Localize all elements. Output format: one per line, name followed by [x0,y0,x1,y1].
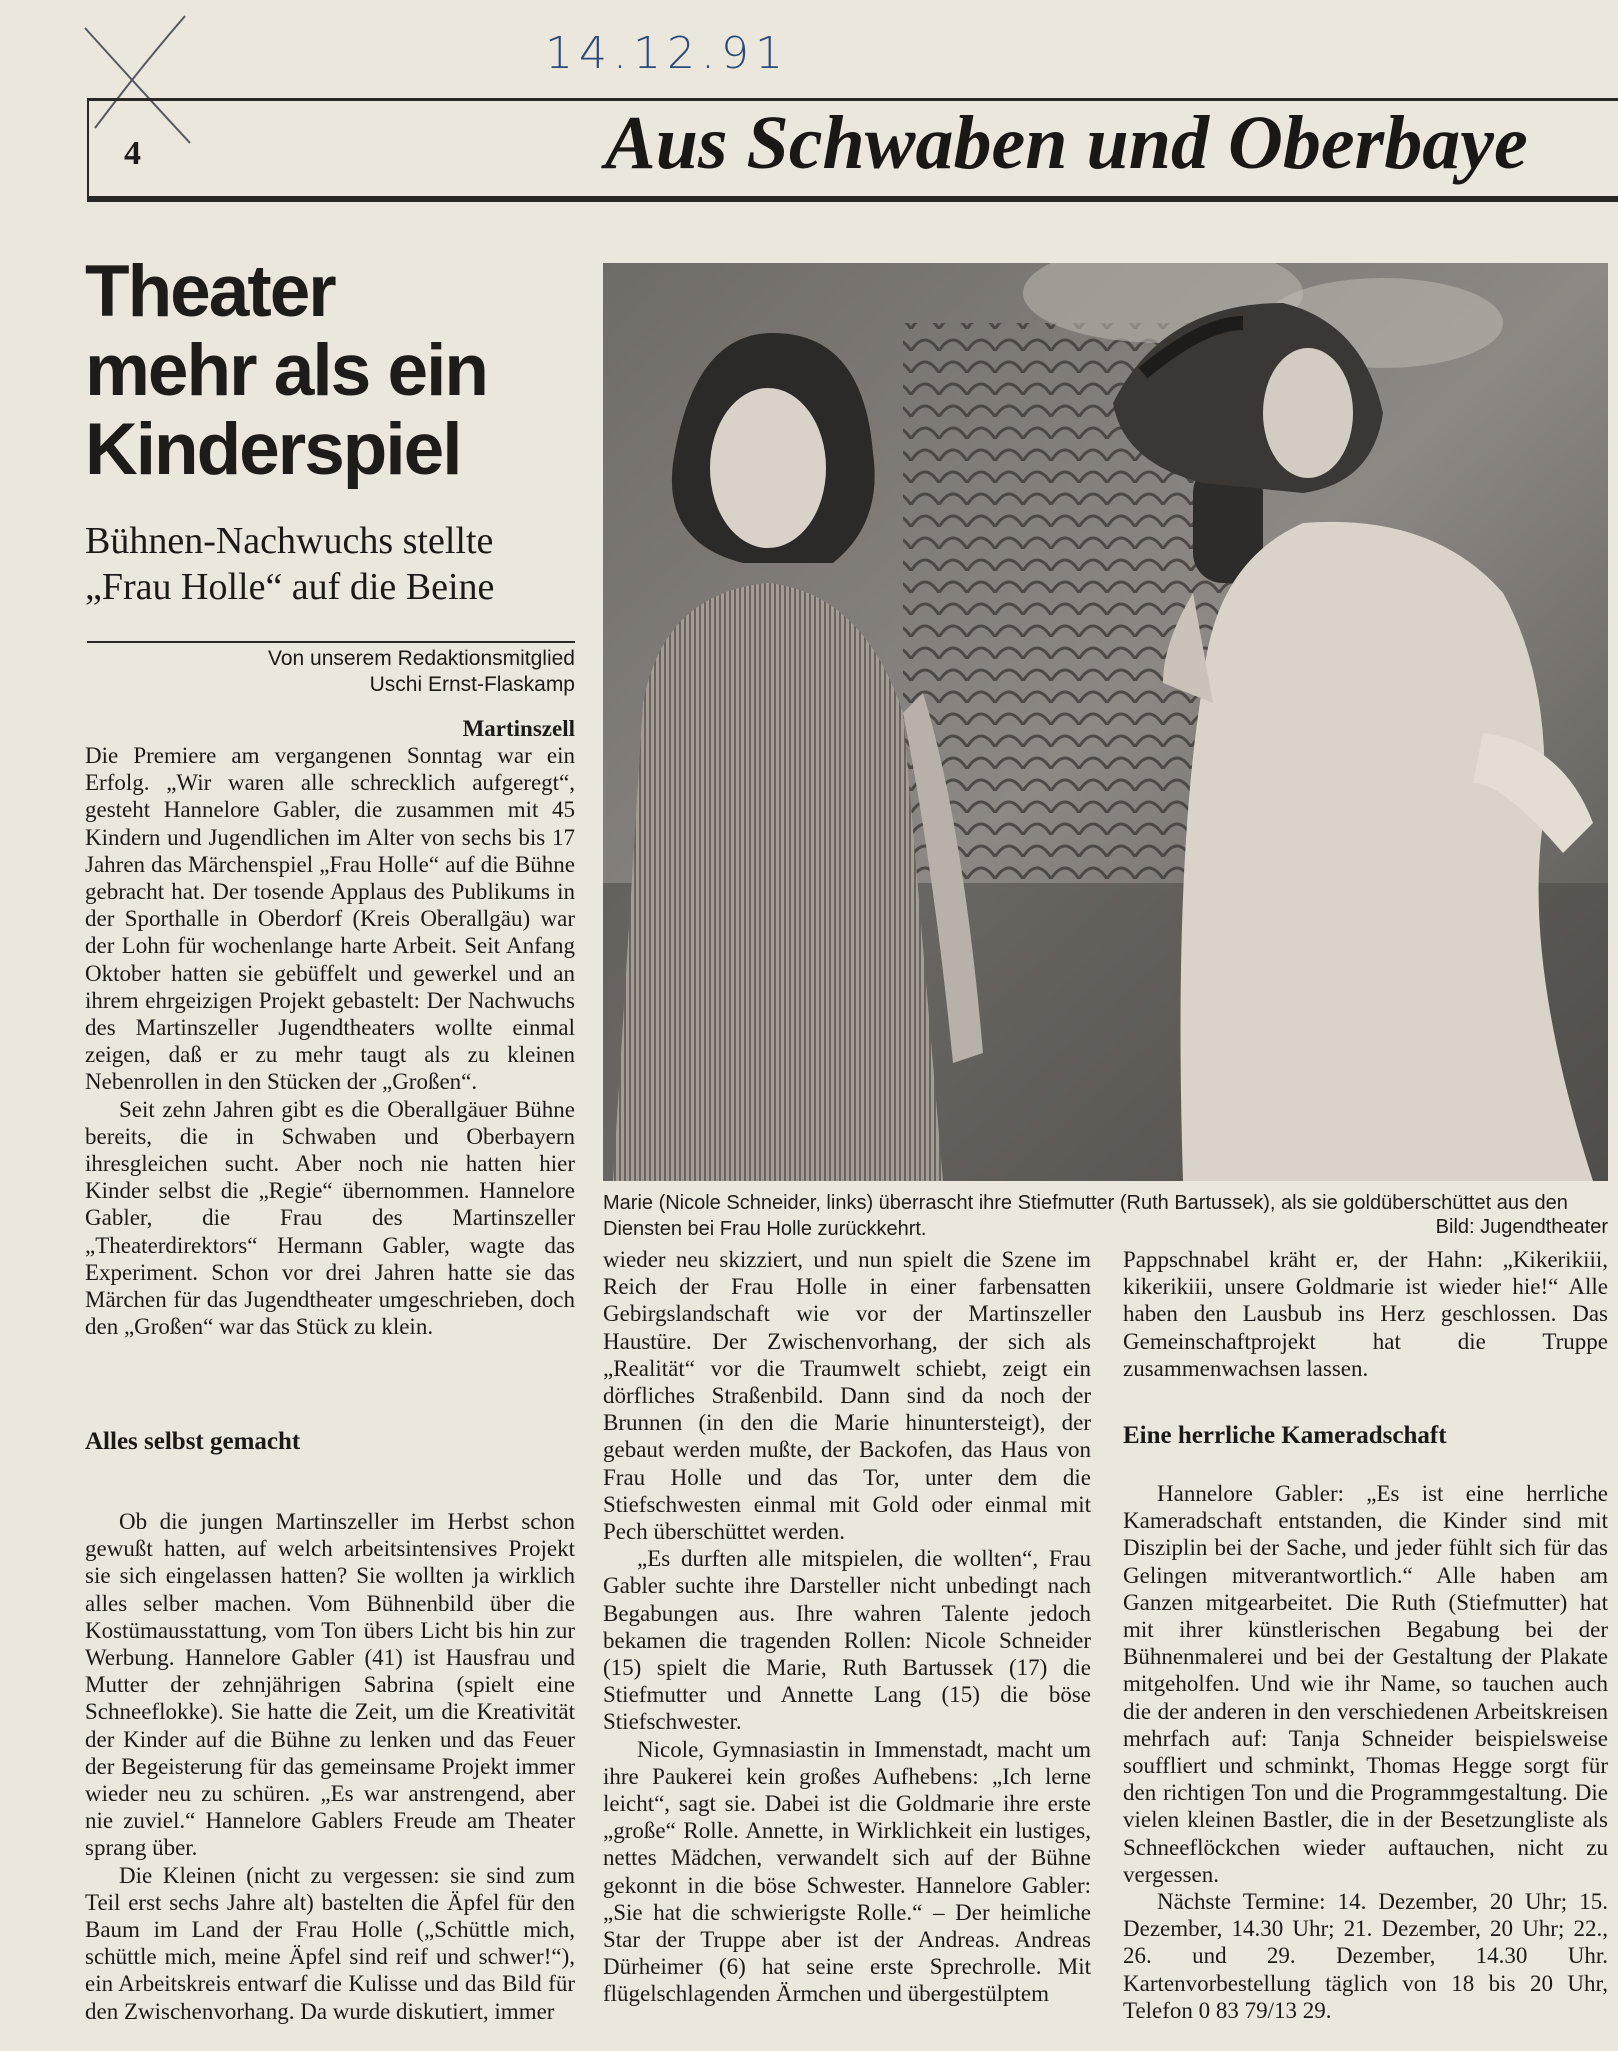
photo-credit: Bild: Jugendtheater [1435,1216,1608,1238]
subheadline [85,518,605,610]
subhead-eine-herrliche-kameradschaft: Eine herrliche Kameradschaft [1123,1422,1447,1449]
subheadline-line: „Frau Holle“ auf die Beine [85,566,495,608]
byline-line: Uschi Ernst-Flaskamp [369,673,575,696]
page-number: 4 [124,135,141,172]
article-column-1-top [85,742,575,1340]
paragraph: Ob die jungen Martinszeller im Herbst schon gewußt hatten, auf welch arbeitsintensives Projekt sie sich eingelassen hatten? Sie wollten ja wirklich alles selber machen. Vom Bühnenbild über die Kostümausstattung, vom Ton übers Licht bis hin zur Werbung. Hannelore Gabler (41) ist Hausfrau und Mutter der zehnjährigen Sabrina (spielt eine Schneeflokke). Sie hatte die Zeit, um die Kreativität der Kinder auf die Bühne zu lenken und das Feuer der Begeisterung für das gemeinsame Projekt immer wieder neu zu schüren. „Es war anstrengend, aber nie zuviel.“ Hannelore Gablers Freude am Theater sprang über. [85,1509,575,1861]
headline-line: Theater [85,251,335,332]
headline-line: Kinderspiel [85,409,461,490]
pencil-x-mark [70,8,210,148]
subhead-alles-selbst-gemacht: Alles selbst gemacht [85,1428,301,1455]
paragraph: Nicole, Gymnasiastin in Immenstadt, macht um ihre Paukerei kein großes Aufhebens: „Ich lerne leicht“, sagt sie. Dabei ist die Goldmarie ihre erste „große“ Rolle. Annette, in Wirklichkeit ein lustiges, nettes Mädchen, verwandelt sich auf der Bühne gekonnt in die böse Schwester. Hannelore Gabler: „Sie hat die schwierigste Rolle.“ – Der heimliche Star der Truppe aber ist der Andreas. Andreas Dürheimer (6) hat seine erste Sprechrolle. Mit flügelschlagenden Ärmchen und übergestülptem [603,1736,1091,2007]
section-title: Aus Schwaben und Oberbaye [605,101,1528,185]
article-column-3-top [1123,1246,1608,1382]
headline-line: mehr als ein [85,330,488,411]
theater-photo [603,263,1608,1181]
paragraph: „Es durften alle mitspielen, die wollten“, Frau Gabler suchte ihre Darsteller nicht unbedingt nach Begabungen aus. Ihre wahren Talente jedoch bekamen die tragenden Rollen: Nicole Schneider (15) spielt die Marie, Ruth Bartussek (17) die Stiefmutter und Annette Lang (15) die böse Stiefschwester. [603,1546,1091,1735]
byline-rule [87,641,575,643]
byline-line: Von unserem Redaktionsmitglied [267,647,575,670]
article-column-2 [603,1246,1091,2008]
paragraph: Nächste Termine: 14. Dezember, 20 Uhr; 15. Dezember, 14.30 Uhr; 21. Dezember, 20 Uhr; 22., 26. und 29. Dezember, 14.30 Uhr. Kartenvorbestellung täglich von 18 bis 20 Uhr, Telefon 0 83 79/13 29. [1123,1889,1608,2023]
article-column-3-bottom [1123,1480,1608,2024]
paragraph: Pappschnabel kräht er, der Hahn: „Kikerikiii, kikerikiii, unsere Goldmarie ist wieder hie!“ Alle haben den Lausbub ins Herz geschlossen. Das Gemeinschaftprojekt hat die Truppe zusammenwachsen lassen. [1123,1247,1608,1381]
header-rule-bottom [87,196,1618,202]
byline [87,646,575,698]
article-column-1-bottom [85,1508,575,2025]
paragraph: wieder neu skizziert, und nun spielt die Szene im Reich der Frau Holle in einer farbensatten Gebirgslandschaft wie vor der Martinszeller Haustüre. Der Zwischenvorhang, der sich als „Realität“ vor die Traumwelt schiebt, zeigt ein dörfliches Straßenbild. Dann sind da noch der Brunnen (in den die Marie hinuntersteigt), der gebaut werden mußte, der Backofen, das Haus von Frau Holle und das Tor, unter dem die Stiefschwesten einmal mit Gold oder einmal mit Pech überschüttet werden. [603,1247,1091,1545]
headline [85,252,605,489]
header-rule-left [87,98,89,202]
paragraph: Die Premiere am vergangenen Sonntag war ein Erfolg. „Wir waren alle schrecklich aufgeregt“, gesteht Hannelore Gabler, die zusammen mit 45 Kindern und Jugendlichen im Alter von sechs bis 17 Jahren das Märchenspiel „Frau Holle“ auf die Bühne gebracht hat. Der tosende Applaus des Publikums in der Sporthalle in Oberdorf (Kreis Oberallgäu) war der Lohn für wochenlange harte Arbeit. Seit Anfang Oktober hatten sie gebüffelt und gewerkel und an ihrem ehrgeizigen Projekt gebastelt: Der Nachwuchs des Martinszeller Jugendtheaters wollte einmal zeigen, daß er zu mehr taugt als zu kleinen Nebenrollen in den Stücken der „Großen“. [85,743,575,1095]
subheadline-line: Bühnen-Nachwuchs stellte [85,520,494,562]
photo-caption: Marie (Nicole Schneider, links) überrascht ihre Stiefmutter (Ruth Bartussek), als sie goldüberschüttet aus den Diensten bei Frau Holle zurückkehrt. [603,1192,1568,1240]
paragraph: Seit zehn Jahren gibt es die Oberallgäuer Bühne bereits, die in Schwaben und Oberbayern ihresgleichen sucht. Aber noch nie hatten hier Kinder selbst die „Regie“ übernommen. Hannelore Gabler, die Frau des Martinszeller „Theaterdirektors“ Hermann Gabler, wagte das Experiment. Schon vor drei Jahren hatte sie das Märchen für das Jugendtheater umgeschrieben, doch den „Großen“ war das Stück zu klein. [85,1096,575,1340]
paragraph: Hannelore Gabler: „Es ist eine herrliche Kameradschaft entstanden, die Kinder sind mit Disziplin bei der Sache, und jeder fühlt sich für das Gelingen mitverantwortlich.“ Alle haben am Ganzen mitgearbeitet. Die Ruth (Stiefmutter) hat mit ihrer künstlerischen Begabung bei der Bühnenmalerei und bei der Gestaltung der Plakate mitgeholfen. Und wie ihr Name, so tauchen auch die der anderen in den verschiedenen Arbeitskreisen mehrfach auf: Tanja Schneider beispielsweise souffliert und schminkt, Thomas Hegge sorgt für den richtigen Ton und die Programmgestaltung. Die vielen kleinen Bastler, die in der Besetzungliste als Schneeflöckchen wieder auftauchen, nicht zu vergessen. [1123,1481,1608,1887]
dateline: Martinszell [462,716,575,741]
handwritten-date: 14.12.91 [545,28,789,79]
paragraph: Die Kleinen (nicht zu vergessen: sie sind zum Teil erst sechs Jahre alt) bastelten die Äpfel für den Baum im Land der Frau Holle („Schüttle mich, schüttle mich, meine Äpfel sind reif und schwer!“), ein Arbeitskreis entwarf die Kulisse und das Bild für den Zwischenvorhang. Da wurde diskutiert, immer [85,1862,575,2024]
